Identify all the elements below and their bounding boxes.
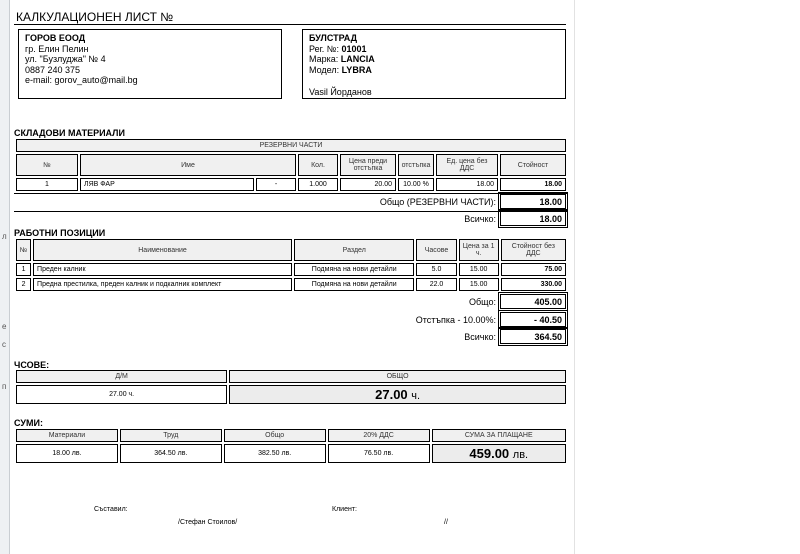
left-panel-edge: л е с п (0, 0, 10, 554)
materials-table (14, 137, 568, 193)
client-label: Клиент: (332, 506, 357, 513)
sums-col-labor: Труд (120, 429, 222, 442)
labor-cell-no: 2 (16, 278, 31, 291)
labor-discount-label: Отстъпка - 10.00%: (415, 315, 496, 325)
labor-cell-hours: 22.0 (416, 278, 456, 291)
materials-cell-price: 20.00 (340, 178, 396, 191)
compiled-by-label: Съставил: (94, 506, 128, 513)
company-street: ул. "Бузлуджа" № 4 (25, 54, 106, 64)
labor-total-value: 364.50 (500, 329, 566, 344)
labor-col-rate: Цена за 1 ч. (459, 239, 499, 261)
labor-col-name: Наименование (33, 239, 292, 261)
materials-subtotal-label: Общо (РЕЗЕРВНИ ЧАСТИ): (379, 197, 496, 207)
sums-vat-value: 76.50 лв. (328, 444, 430, 463)
labor-cell-rate: 15.00 (459, 263, 499, 276)
materials-cell-total: 18.00 (500, 178, 566, 191)
materials-cell-unit-price: 18.00 (436, 178, 498, 191)
materials-section-title: СКЛАДОВИ МАТЕРИАЛИ (14, 128, 125, 138)
sums-col-materials: Материали (16, 429, 118, 442)
company-box (18, 29, 282, 99)
labor-cell-rate: 15.00 (459, 278, 499, 291)
materials-col-total: Стойност (500, 154, 566, 176)
hours-table (14, 368, 568, 406)
make-label: Марка: (309, 54, 339, 64)
right-blank-area (574, 0, 800, 554)
labor-cell-name: Преден калник (33, 263, 292, 276)
materials-divider-2 (14, 211, 568, 212)
sums-payable-number: 459.00 (469, 446, 510, 461)
hours-total-number: 27.00 (375, 387, 408, 402)
labor-cell-hours: 5.0 (416, 263, 456, 276)
vehicle-box (302, 29, 566, 99)
labor-section-title: РАБОТНИ ПОЗИЦИИ (14, 228, 106, 238)
sums-table (14, 427, 568, 465)
sums-total-value: 382.50 лв. (224, 444, 326, 463)
table-row (16, 263, 566, 276)
materials-cell-qty: 1.000 (298, 178, 338, 191)
company-phone: 0887 240 375 (25, 64, 81, 75)
make-value: LANCIA (340, 54, 375, 64)
materials-cell-name: ЛЯВ ФАР (80, 178, 254, 191)
materials-subtotal-value: 18.00 (500, 194, 566, 209)
reg-value: 01001 (341, 43, 367, 54)
materials-cell-no: 1 (16, 178, 78, 191)
materials-cell-discount: 10.00 % (398, 178, 434, 191)
labor-cell-section: Подмяна на нови детайли (294, 278, 414, 291)
model-value: LYBRA (341, 64, 372, 75)
sums-payable-unit: лв. (512, 449, 529, 461)
company-name: ГОРОВ ЕООД (25, 33, 86, 43)
company-email: e-mail: gorov_auto@mail.bg (25, 75, 138, 85)
labor-col-no: № (16, 239, 31, 261)
client-name: // (444, 519, 448, 526)
materials-col-qty: Кол. (298, 154, 338, 176)
materials-col-price: Цена преди отстъпка (340, 154, 396, 176)
labor-col-section: Раздел (294, 239, 414, 261)
labor-cell-no: 1 (16, 263, 31, 276)
labor-col-total: Стойност без ДДС (501, 239, 566, 261)
title-divider (14, 24, 566, 25)
sums-col-payable: СУМА ЗА ПЛАЩАНЕ (432, 429, 567, 442)
hours-section-title: ЧСОВЕ: (14, 360, 50, 370)
materials-total-label: Всичко: (464, 214, 496, 224)
sums-payable-cell (432, 444, 567, 463)
labor-col-hours: Часове (416, 239, 456, 261)
labor-total-label: Всичко: (464, 332, 496, 342)
sums-materials-value: 18.00 лв. (16, 444, 118, 463)
labor-cell-section: Подмяна на нови детайли (294, 263, 414, 276)
materials-col-name: Име (80, 154, 296, 176)
materials-col-unit-price: Ед. цена без ДДС (436, 154, 498, 176)
reg-label: Рег. №: (309, 43, 339, 54)
labor-cell-total: 75.00 (501, 263, 566, 276)
materials-divider (14, 193, 568, 194)
labor-discount-value: - 40.50 (500, 312, 566, 327)
calculation-sheet (14, 0, 568, 554)
labor-cell-name: Предна престилка, преден калник и подкалник комплект (33, 278, 292, 291)
labor-table (14, 237, 568, 293)
sums-col-total: Общо (224, 429, 326, 442)
labor-subtotal-value: 405.00 (500, 294, 566, 309)
labor-cell-total: 330.00 (501, 278, 566, 291)
model-label: Модел: (309, 64, 340, 75)
labor-subtotal-label: Общо: (469, 297, 496, 307)
materials-total-value: 18.00 (500, 211, 566, 226)
insurer-name: БУЛСТРАД (309, 33, 358, 43)
hours-dm-value: 27.00 ч. (16, 385, 227, 404)
hours-total-unit: ч. (411, 390, 421, 402)
hours-col-dm: Д/М (16, 370, 227, 383)
company-city: гр. Елин Пелин (25, 43, 89, 54)
hours-col-total: ОБЩО (229, 370, 566, 383)
compiled-by-name: /Стефан Стоилов/ (178, 519, 238, 526)
sums-col-vat: 20% ДДС (328, 429, 430, 442)
materials-col-no: № (16, 154, 78, 176)
materials-col-discount: отстъпка (398, 154, 434, 176)
hours-total-cell (229, 385, 566, 404)
table-row (16, 278, 566, 291)
sums-section-title: СУМИ: (14, 418, 43, 428)
page-title: КАЛКУЛАЦИОНЕН ЛИСТ № (16, 10, 174, 24)
materials-group-header: РЕЗЕРВНИ ЧАСТИ (16, 139, 566, 152)
materials-cell-code: - (256, 178, 296, 191)
sums-labor-value: 364.50 лв. (120, 444, 222, 463)
table-row (16, 178, 566, 191)
vehicle-owner: Vasil Йорданов (309, 87, 372, 97)
